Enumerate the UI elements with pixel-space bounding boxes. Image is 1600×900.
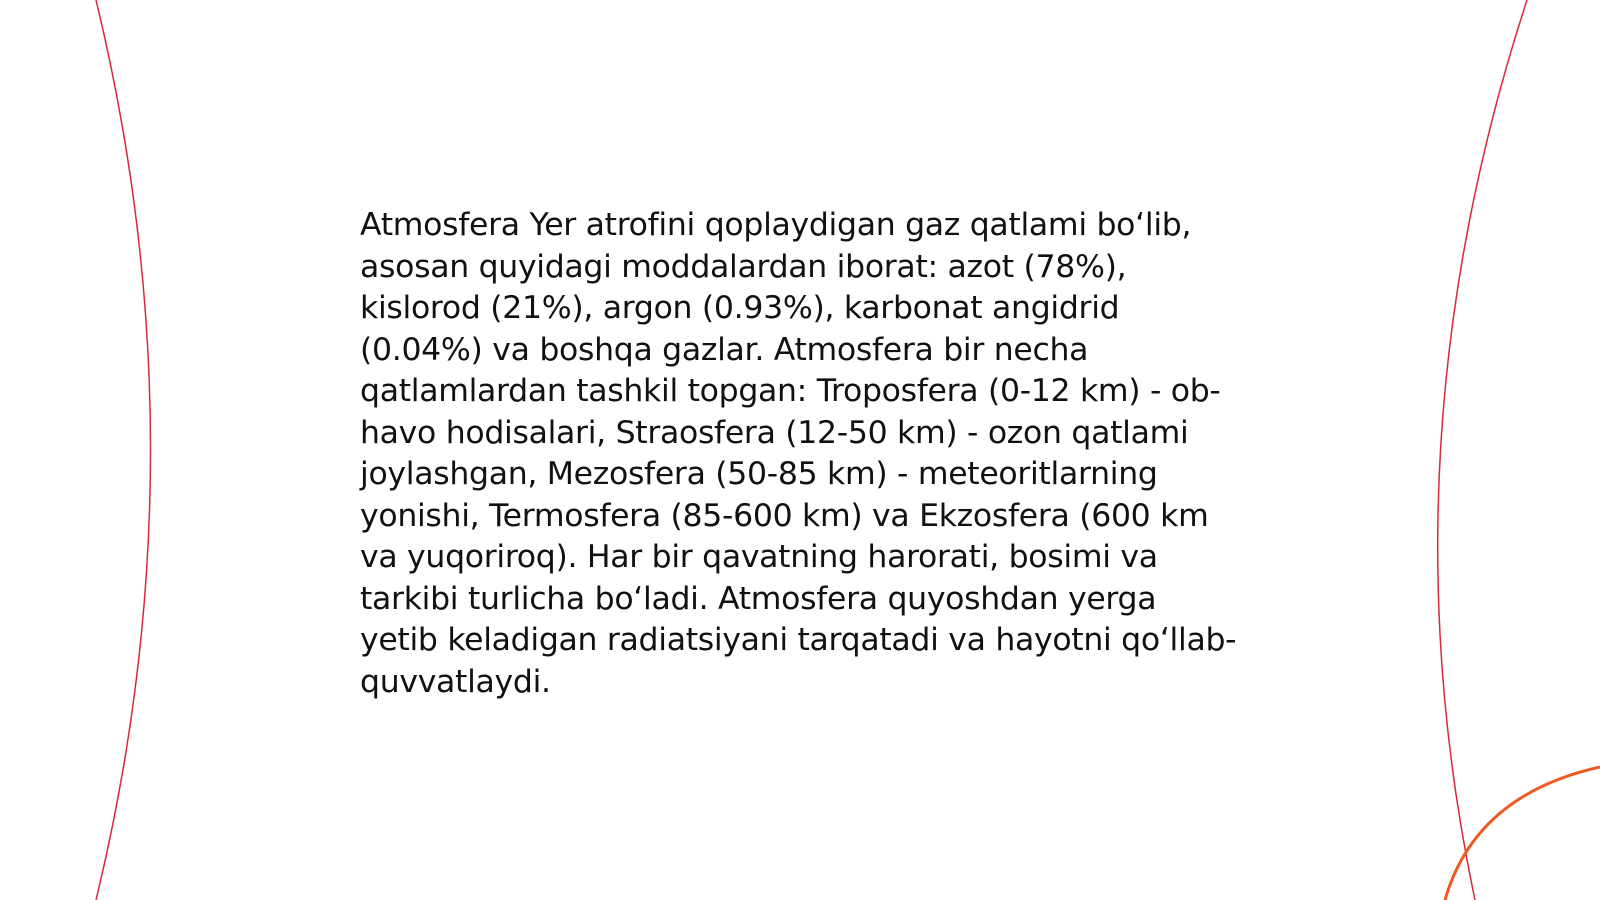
corner-arc — [1445, 767, 1600, 900]
body-text: Atmosfera Yer atrofini qoplaydigan gaz qatlami bo‘lib, asosan quyidagi moddalardan iborat: azot (78%), kislorod (21%), argon (0.93%), karbonat angidrid (0.04%) va boshqa gazlar. Atmosfera bir necha qatlamlardan tashkil topgan: Troposfera (0-12 km) - ob-havo hodisalari, Straosfera (12-50 km) - ozon qatlami joylashgan, Mezosfera (50-85 km) - meteoritlarning yonishi, Termosfera (85-600 km) va Ekzosfera (600 km va yuqoriroq). Har bir qavatning harorati, bosimi va tarkibi turlicha bo‘ladi. Atmosfera quyoshdan yerga yetib keladigan radiatsiyani tarqatadi va hayotni qo‘llab-quvvatlaydi. — [360, 207, 1237, 700]
left-curve-line — [96, 0, 151, 900]
right-curve-line — [1438, 0, 1527, 900]
